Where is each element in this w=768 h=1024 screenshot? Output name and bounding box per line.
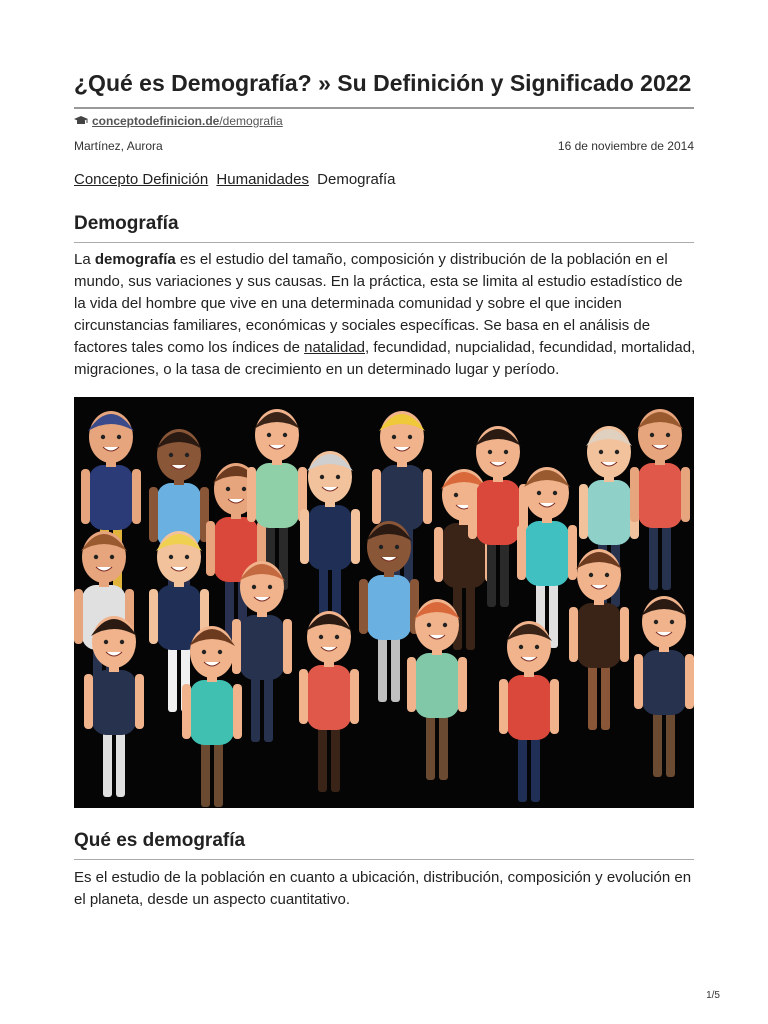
person-figure <box>569 549 629 730</box>
person-figure <box>299 611 359 792</box>
breadcrumb-link-humanidades[interactable]: Humanidades <box>216 171 309 188</box>
people-illustration <box>74 397 694 808</box>
source-link[interactable]: conceptodefinicion.de/demografia <box>92 114 283 128</box>
person-figure <box>499 621 559 802</box>
page-title: ¿Qué es Demografía? » Su Definición y Significado 2022 <box>74 70 692 96</box>
section-paragraph: Es el estudio de la población en cuanto a ubicación, distribución, composición y evolución en el planeta, desde un aspecto cuantitativo. <box>74 869 692 908</box>
section-divider <box>74 859 694 860</box>
graduation-cap-icon <box>74 116 88 126</box>
person-figure <box>517 467 577 648</box>
person-figure <box>630 409 690 590</box>
person-figure <box>407 599 467 780</box>
section-heading-demografia: Demografía <box>74 213 179 234</box>
natalidad-link[interactable]: natalidad <box>304 339 366 356</box>
person-figure <box>300 451 360 632</box>
section-divider <box>74 242 694 243</box>
person-figure <box>182 626 242 807</box>
author: Martínez, Aurora <box>74 139 163 153</box>
breadcrumb-current: Demografía <box>317 171 396 188</box>
section-paragraph: La demografía es el estudio del tamaño, composición y distribución de la población en el mundo, sus variaciones y sus causas. En la práctica, esta se limita al estudio estadístico de la vida del hombre que vive en una determinada comunidad y sobre el que inciden circunstancias familiares, económicas y sociales específicas. Se basa en el análisis de factores tales como los índices de natalidad, fecundidad, nupcialidad, fecundidad, mortalidad, migraciones, o la tasa de crecimiento en un determinado lugar y período. <box>74 251 696 378</box>
person-figure <box>84 616 144 797</box>
article-meta <box>74 139 694 153</box>
page-number: 1/5 <box>706 990 720 1001</box>
title-divider <box>74 107 694 109</box>
breadcrumb-link-concepto[interactable]: Concepto Definición <box>74 171 209 188</box>
publish-date: 16 de noviembre de 2014 <box>557 139 694 153</box>
source-line <box>74 114 283 128</box>
person-figure <box>634 596 694 777</box>
breadcrumb <box>74 171 396 188</box>
crowd-illustration <box>74 397 694 808</box>
section-heading-que-es-demografia: Qué es demografía <box>74 830 246 851</box>
